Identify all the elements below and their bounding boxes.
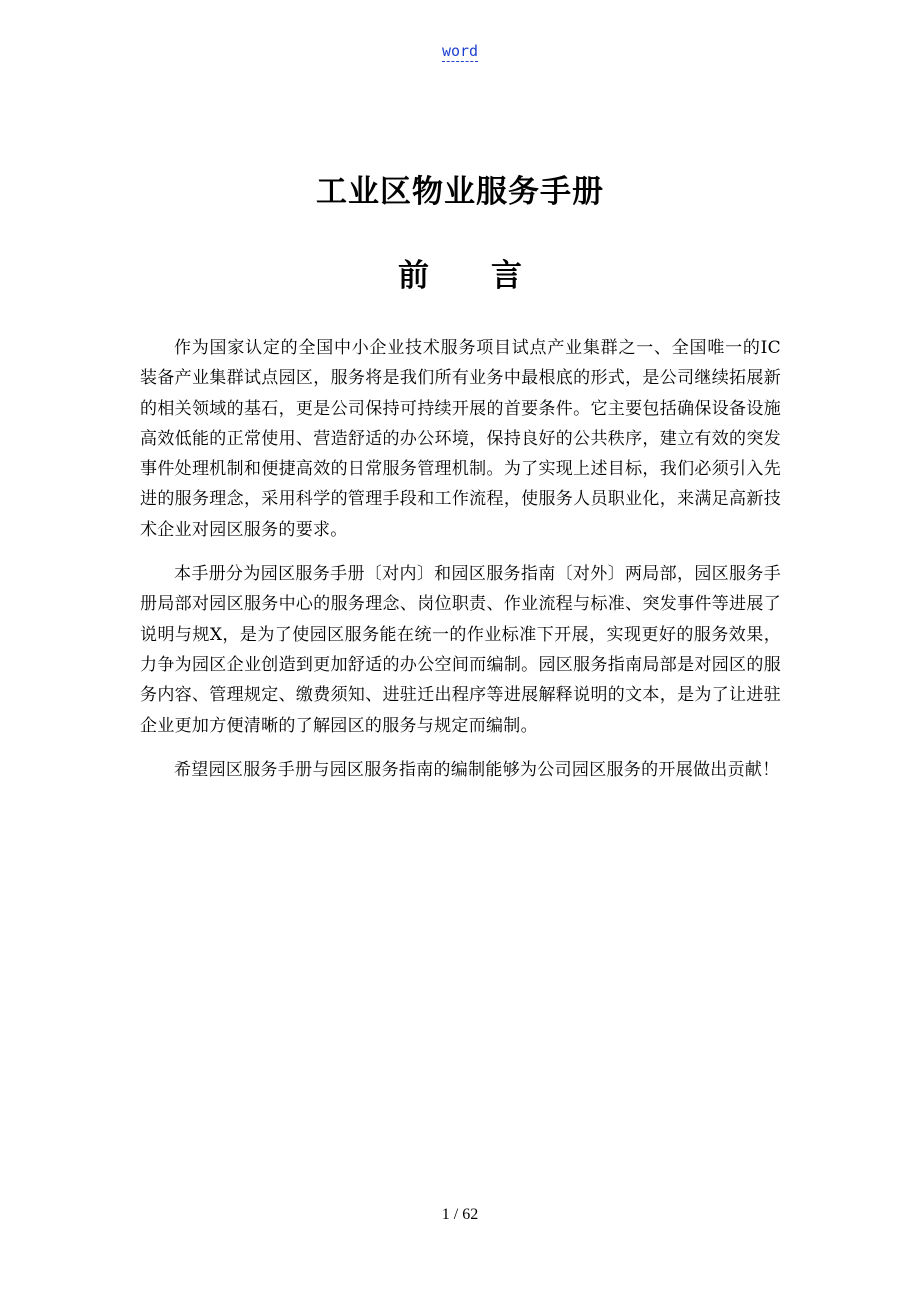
page-number: 1 / 62 <box>441 1206 479 1223</box>
section-heading-preface: 前言 <box>398 258 584 294</box>
document-title: 工业区物业服务手册 <box>316 174 604 210</box>
header-word-link-container <box>0 42 920 60</box>
paragraph-manual-structure: 本手册分为园区服务手册〔对内〕和园区服务指南〔对外〕两局部，园区服务手册局部对园区服务中心的服务理念、岗位职责、作业流程与标准、突发事件等进展了说明与规X，是为了使园区服务能在统一的作业标准下开展，实现更好的服务效果，力争为园区企业创造到更加舒适的办公空间而编制。园区服务指南局部是对园区的服务内容、管理规定、缴费须知、进驻迁出程序等进展解释说明的文本，是为了让进驻企业更加方便清晰的了解园区的服务与规定而编制。 <box>140 564 781 736</box>
header-word-link[interactable]: word <box>441 42 479 60</box>
paragraph-introduction: 作为国家认定的全国中小企业技术服务项目试点产业集群之一、全国唯一的IC装备产业集群试点园区，服务将是我们所有业务中最根底的形式，是公司继续拓展新的相关领域的基石，更是公司保持可持续开展的首要条件。它主要包括确保设备设施高效低能的正常使用、营造舒适的办公环境，保持良好的公共秩序，建立有效的突发事件处理机制和便捷高效的日常服务管理机制。为了实现上述目标，我们必须引入先进的服务理念，采用科学的管理手段和工作流程，使服务人员职业化，来满足高新技术企业对园区服务的要求。 <box>140 338 781 540</box>
document-body <box>140 333 781 799</box>
paragraph-closing: 希望园区服务手册与园区服务指南的编制能够为公司园区服务的开展做出贡献！ <box>174 759 780 780</box>
